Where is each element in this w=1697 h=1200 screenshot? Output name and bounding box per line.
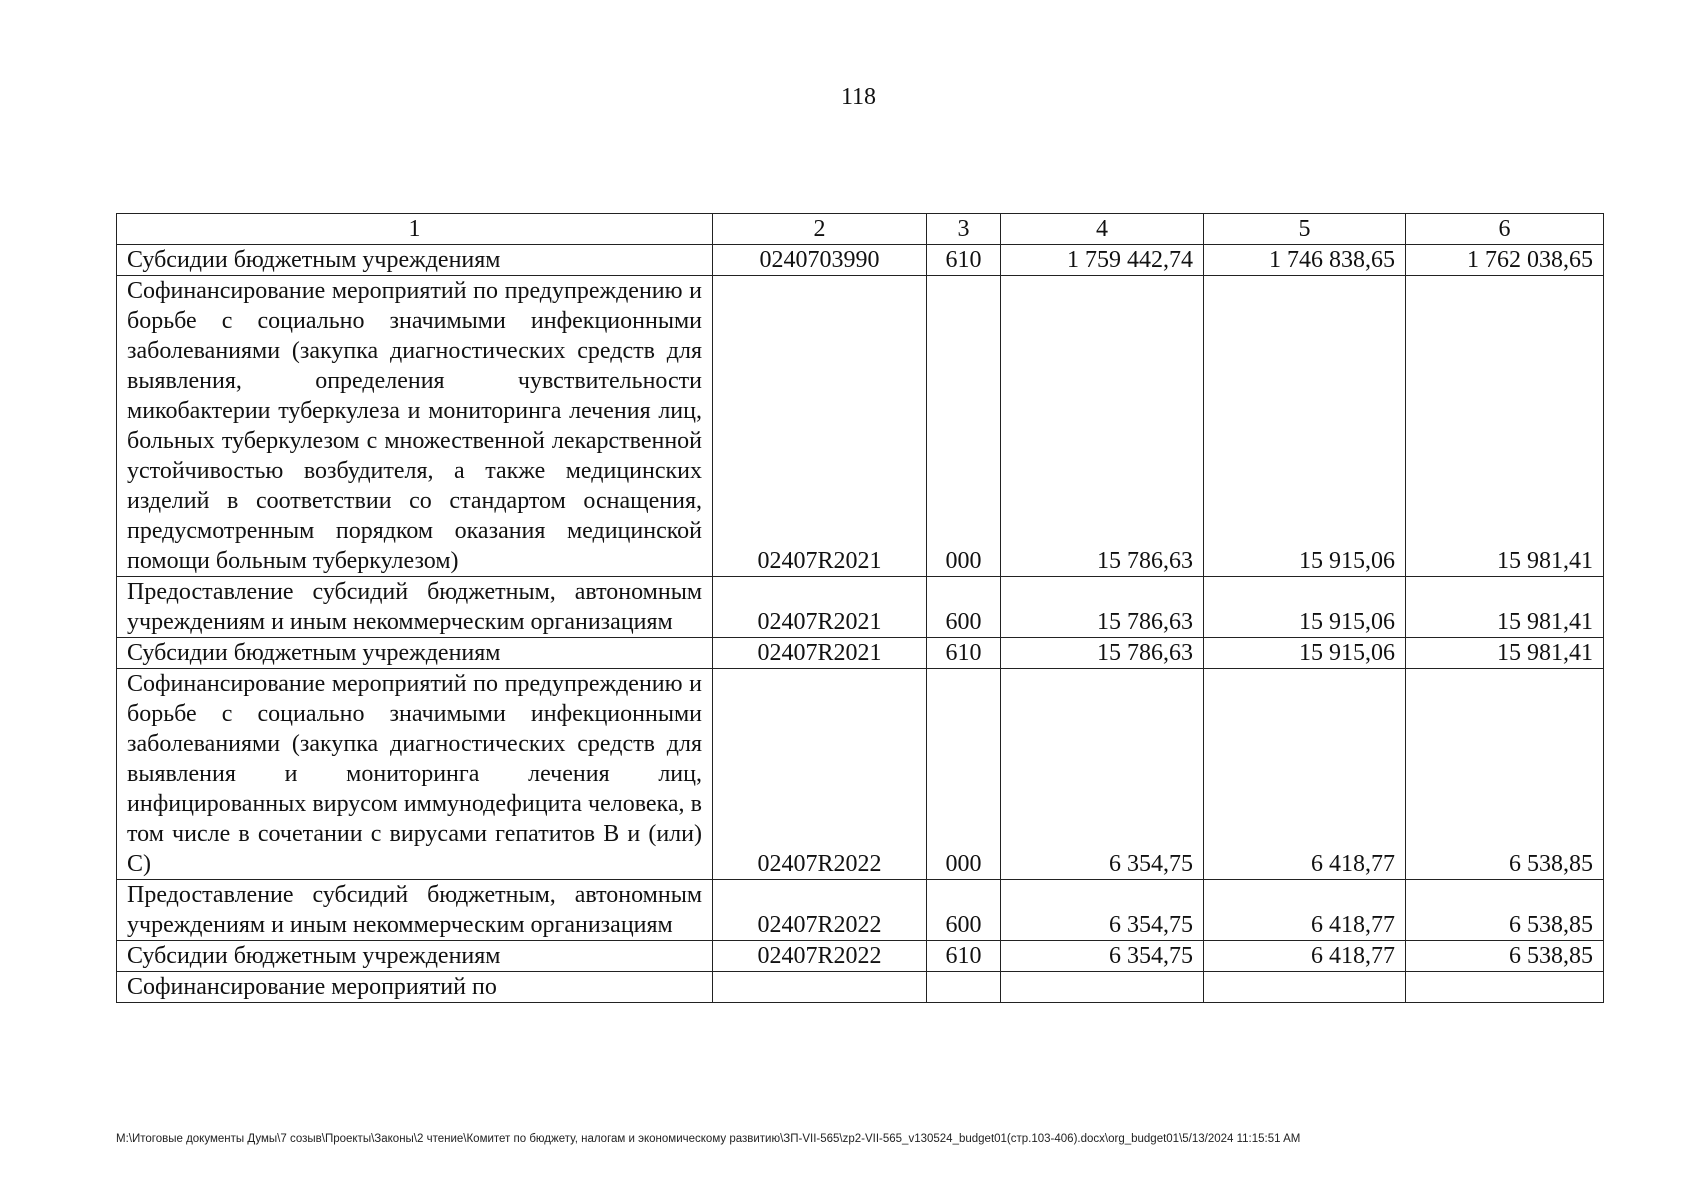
row-value-6: 6 538,85 — [1406, 880, 1604, 941]
row-target-code: 02407R2022 — [713, 880, 927, 941]
row-expense-type: 600 — [927, 880, 1001, 941]
table-row — [117, 577, 1604, 638]
row-target-code: 02407R2022 — [713, 669, 927, 880]
budget-table — [116, 213, 1604, 1003]
row-value-6: 15 981,41 — [1406, 577, 1604, 638]
row-value-5: 15 915,06 — [1204, 276, 1406, 577]
page-number: 118 — [840, 84, 877, 110]
column-header: 5 — [1204, 214, 1406, 245]
row-value-6 — [1406, 972, 1604, 1003]
row-value-6: 1 762 038,65 — [1406, 245, 1604, 276]
column-header: 6 — [1406, 214, 1604, 245]
table-row — [117, 880, 1604, 941]
row-target-code: 0240703990 — [713, 245, 927, 276]
row-value-6: 15 981,41 — [1406, 276, 1604, 577]
row-target-code — [713, 972, 927, 1003]
row-name: Субсидии бюджетным учреждениям — [117, 638, 713, 669]
row-value-5: 6 418,77 — [1204, 880, 1406, 941]
row-expense-type: 000 — [927, 669, 1001, 880]
table-row — [117, 276, 1604, 577]
row-target-code: 02407R2021 — [713, 638, 927, 669]
row-value-5: 6 418,77 — [1204, 669, 1406, 880]
row-value-4: 6 354,75 — [1001, 669, 1204, 880]
row-value-4: 1 759 442,74 — [1001, 245, 1204, 276]
row-value-6: 15 981,41 — [1406, 638, 1604, 669]
table-header-row — [117, 214, 1604, 245]
row-expense-type: 600 — [927, 577, 1001, 638]
column-header: 3 — [927, 214, 1001, 245]
column-header: 4 — [1001, 214, 1204, 245]
row-value-4: 15 786,63 — [1001, 276, 1204, 577]
row-value-4: 15 786,63 — [1001, 638, 1204, 669]
row-value-5: 6 418,77 — [1204, 941, 1406, 972]
row-expense-type: 610 — [927, 638, 1001, 669]
column-header: 1 — [117, 214, 713, 245]
row-value-6: 6 538,85 — [1406, 669, 1604, 880]
table-row — [117, 972, 1604, 1003]
document-file-path: M:\Итоговые документы Думы\7 созыв\Проекты\Законы\2 чтение\Комитет по бюджету, налогам и экономическому развитию\ЗП-VII-565\zp2-VII-565_v130524_budget01(стр.103-406).docx\org_budget01\5/13/2024 11:15:51 AM — [116, 1133, 1301, 1145]
row-expense-type: 610 — [927, 245, 1001, 276]
row-target-code: 02407R2021 — [713, 577, 927, 638]
row-value-6: 6 538,85 — [1406, 941, 1604, 972]
column-header: 2 — [713, 214, 927, 245]
row-value-4 — [1001, 972, 1204, 1003]
row-value-5: 15 915,06 — [1204, 577, 1406, 638]
table-row — [117, 669, 1604, 880]
row-name: Предоставление субсидий бюджетным, автономным учреждениям и иным некоммерческим организациям — [117, 577, 713, 638]
row-name: Субсидии бюджетным учреждениям — [117, 941, 713, 972]
row-name: Предоставление субсидий бюджетным, автономным учреждениям и иным некоммерческим организациям — [117, 880, 713, 941]
row-value-5: 1 746 838,65 — [1204, 245, 1406, 276]
row-name: Софинансирование мероприятий по предупреждению и борьбе с социально значимыми инфекционными заболеваниями (закупка диагностических средств для выявления, определения чувствительности микобактерии туберкулеза и мониторинга лечения лиц, больных туберкулезом с множественной лекарственной устойчивостью возбудителя, а также медицинских изделий в соответствии со стандартом оснащения, предусмотренным порядком оказания медицинской помощи больным туберкулезом) — [117, 276, 713, 577]
row-expense-type: 610 — [927, 941, 1001, 972]
row-target-code: 02407R2022 — [713, 941, 927, 972]
row-expense-type: 000 — [927, 276, 1001, 577]
row-value-5: 15 915,06 — [1204, 638, 1406, 669]
row-name: Субсидии бюджетным учреждениям — [117, 245, 713, 276]
row-value-4: 15 786,63 — [1001, 577, 1204, 638]
row-target-code: 02407R2021 — [713, 276, 927, 577]
row-value-4: 6 354,75 — [1001, 880, 1204, 941]
row-expense-type — [927, 972, 1001, 1003]
row-name: Софинансирование мероприятий по — [117, 972, 713, 1003]
row-name: Софинансирование мероприятий по предупреждению и борьбе с социально значимыми инфекционными заболеваниями (закупка диагностических средств для выявления и мониторинга лечения лиц, инфицированных вирусом иммунодефицита человека, в том числе в сочетании с вирусами гепатитов B и (или) C) — [117, 669, 713, 880]
row-value-5 — [1204, 972, 1406, 1003]
table-row — [117, 941, 1604, 972]
table-row — [117, 638, 1604, 669]
row-value-4: 6 354,75 — [1001, 941, 1204, 972]
table-row — [117, 245, 1604, 276]
